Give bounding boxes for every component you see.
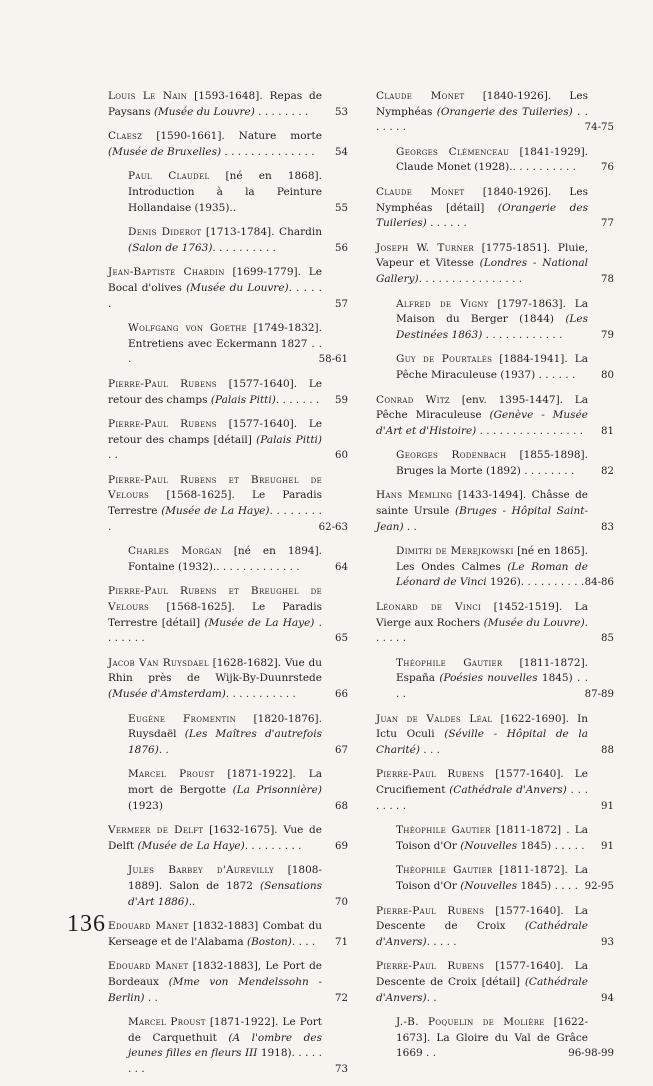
index-entry bbox=[128, 767, 348, 814]
entry-title: La Maison du Berger (1844) bbox=[396, 297, 588, 326]
entry-title: Salon de 1872 bbox=[162, 879, 261, 892]
entry-source: (Londres - National Gallery) bbox=[376, 257, 588, 285]
entry-title: Combat du Kerseage et de l'Alabama bbox=[108, 920, 322, 948]
entry-leader: . . . . . . . bbox=[275, 393, 320, 406]
entry-title: Ruysdaël bbox=[128, 728, 185, 741]
entry-page: 93 bbox=[601, 936, 614, 948]
entry-page: 64 bbox=[335, 561, 348, 573]
entry-dates: [1622-1673]. bbox=[396, 1016, 588, 1044]
entry-author: Jacob Van Ruysdael bbox=[108, 656, 209, 669]
entry-text bbox=[396, 352, 588, 383]
entry-author: Conrad Witz bbox=[376, 393, 450, 406]
entry-leader: . . . . . . . . . . . . bbox=[482, 328, 563, 341]
entry-dates: [1775-1851]. bbox=[481, 241, 551, 254]
index-entry bbox=[108, 823, 348, 854]
entry-page: 80 bbox=[601, 369, 614, 381]
entry-title: La Descente de Croix bbox=[376, 904, 588, 933]
index-entry bbox=[396, 544, 614, 591]
index-entry bbox=[376, 600, 614, 647]
entry-title: Pluie, Vapeur et Vitesse bbox=[376, 241, 588, 270]
entry-source: (Nouvelles bbox=[460, 879, 518, 892]
index-entry bbox=[108, 377, 348, 408]
entry-dates: [1577-1640]. bbox=[495, 768, 564, 781]
entry-title: La Descente de Croix [détail] bbox=[376, 960, 588, 988]
entry-source: (Cathédrale d'Anvers) bbox=[449, 783, 567, 796]
entry-page: 66 bbox=[335, 689, 348, 700]
entry-leader: (1923) bbox=[128, 799, 163, 812]
entry-leader: 1845) . . . . bbox=[517, 879, 578, 892]
entry-page: 79 bbox=[601, 329, 614, 341]
entry-dates: [né en 1868]. bbox=[225, 170, 322, 183]
entry-page: 53 bbox=[335, 106, 348, 118]
entry-dates: [1871-1922]. bbox=[209, 1016, 279, 1029]
entry-dates: [1832-1883] bbox=[193, 920, 259, 933]
entry-dates: [1452-1519]. bbox=[493, 601, 563, 614]
entry-source: (Musée de La Haye) bbox=[161, 505, 270, 518]
entry-page: 58-61 bbox=[318, 354, 348, 366]
entry-author: Dimitri de Merejkowski bbox=[396, 545, 514, 558]
entry-title: Les Nymphéas [détail] bbox=[376, 185, 588, 214]
entry-text bbox=[376, 904, 588, 951]
entry-page: 67 bbox=[335, 744, 348, 756]
entry-text bbox=[396, 863, 588, 894]
entry-leader: . . . . . . . . . . bbox=[212, 241, 276, 254]
entry-page: 82 bbox=[601, 465, 614, 477]
index-entry bbox=[396, 448, 614, 479]
entry-author: Pierre-Paul Rubens et Breughel de Velours bbox=[108, 585, 322, 614]
entry-text bbox=[108, 377, 322, 408]
entry-title: Le Crucifiement bbox=[376, 768, 588, 796]
entry-source: (Palais Pitti) bbox=[256, 433, 322, 446]
entry-leader: 1926). . . . . . . . . . bbox=[486, 576, 585, 589]
entry-source: (Orangerie des Tuileries) bbox=[376, 201, 589, 230]
entry-source: (Cathédrale d'Anvers) bbox=[376, 975, 588, 1004]
entry-leader: 1845) . . . . bbox=[396, 672, 588, 700]
entry-source: (Musée du Louvre) bbox=[483, 616, 585, 629]
entry-text bbox=[108, 417, 322, 464]
index-entry bbox=[376, 185, 614, 232]
index-entry bbox=[376, 712, 614, 759]
entry-text bbox=[128, 767, 322, 814]
entry-title: Entretiens avec Eckermann 1827 . . . bbox=[128, 337, 322, 366]
entry-text bbox=[396, 544, 588, 591]
index-entry bbox=[108, 89, 348, 120]
entry-author: Léonard de Vinci bbox=[376, 601, 482, 614]
entry-author: Edouard Manet bbox=[108, 920, 189, 933]
entry-title: La Toison d'Or bbox=[396, 824, 589, 852]
index-entry bbox=[376, 393, 614, 440]
entry-text bbox=[396, 656, 588, 703]
entry-text bbox=[128, 544, 322, 575]
entry-page: 60 bbox=[335, 450, 348, 462]
entry-page: 54 bbox=[335, 146, 348, 158]
entry-dates: [1699-1779]. bbox=[232, 266, 301, 279]
entry-dates: [1713-1784]. bbox=[205, 226, 275, 239]
entry-page: 88 bbox=[601, 744, 614, 756]
entry-text bbox=[376, 488, 588, 535]
entry-page: 92-95 bbox=[584, 880, 614, 892]
entry-text bbox=[108, 656, 322, 703]
entry-dates: [1632-1675]. bbox=[209, 824, 278, 837]
entry-title: La Toison d'Or bbox=[396, 864, 588, 892]
entry-title: Vue de Delft bbox=[108, 824, 322, 852]
entry-title: Châsse de sainte Ursule bbox=[376, 489, 589, 518]
entry-text bbox=[108, 823, 322, 854]
entry-title: Chardin bbox=[274, 226, 322, 239]
entry-page: 94 bbox=[601, 992, 614, 1004]
entry-leader: . . . . . . . . bbox=[376, 783, 589, 812]
entry-leader: . . . . . . . bbox=[108, 616, 322, 645]
index-column-right bbox=[376, 89, 614, 1071]
entry-dates: [né en 1865]. bbox=[517, 545, 588, 558]
entry-dates: [1884-1941]. bbox=[499, 353, 568, 366]
entry-page: 69 bbox=[335, 840, 348, 852]
entry-dates: [1593-1648]. bbox=[194, 90, 263, 102]
entry-source: (Les Destinées 1863) bbox=[396, 313, 588, 341]
entry-dates: [1577-1640]. bbox=[495, 904, 564, 917]
entry-page: 91 bbox=[601, 840, 614, 852]
entry-source: (Sensations d'Art 1886) bbox=[128, 879, 322, 908]
entry-text bbox=[376, 185, 588, 232]
entry-page: 68 bbox=[335, 800, 348, 812]
entry-leader: . . . . . . bbox=[376, 616, 589, 645]
entry-title: Nature morte bbox=[224, 130, 322, 143]
entry-title: Le Port de Bordeaux bbox=[108, 960, 323, 988]
index-entry bbox=[128, 1015, 348, 1077]
entry-leader: . . bbox=[108, 449, 119, 462]
entry-author: Guy de Pourtalès bbox=[396, 353, 493, 366]
index-entry bbox=[396, 656, 614, 703]
entry-title: Repas de Paysans bbox=[108, 90, 322, 118]
entry-dates: [1811-1872] . bbox=[495, 824, 570, 837]
entry-title: Le Port de Carquethuit bbox=[128, 1016, 322, 1044]
entry-leader: . . . . . . . . . . . bbox=[225, 688, 296, 700]
entry-dates: [1433-1494]. bbox=[457, 489, 527, 502]
entry-page: 55 bbox=[335, 202, 348, 214]
entry-text bbox=[108, 919, 322, 950]
entry-page: 76 bbox=[601, 162, 614, 174]
entry-dates: [1811-1872]. bbox=[499, 864, 568, 877]
entry-title: Bruges la Morte (1892) . . . . . . . . bbox=[396, 464, 575, 477]
entry-author: Paul Claudel bbox=[128, 170, 210, 183]
entry-text bbox=[396, 297, 588, 344]
entry-author: Marcel Proust bbox=[128, 1016, 206, 1029]
index-entry bbox=[108, 129, 348, 160]
index-entry bbox=[108, 473, 348, 535]
entry-page: 71 bbox=[335, 936, 348, 948]
entry-author: Edouard Manet bbox=[108, 960, 189, 973]
entry-leader: . . . . . . . . . . . . . . . . bbox=[418, 272, 523, 285]
index-entry bbox=[108, 584, 348, 646]
index-entry bbox=[108, 919, 348, 950]
entry-dates: [1840-1926]. bbox=[482, 185, 552, 198]
entry-leader: . . . . . . . . . . . . . . . . bbox=[476, 424, 584, 437]
entry-title: Le retour des champs bbox=[108, 377, 323, 406]
entry-author: Théophile Gautier bbox=[396, 864, 493, 877]
entry-leader: . . . . . . bbox=[426, 217, 467, 230]
entry-text bbox=[396, 1015, 588, 1062]
entry-author: Jean-Baptiste Chardin bbox=[108, 266, 225, 279]
entry-leader: .. bbox=[188, 895, 196, 908]
entry-leader: . . bbox=[426, 991, 437, 1004]
entry-author: Claude Monet bbox=[376, 185, 465, 198]
entry-author: Pierre-Paul Rubens bbox=[376, 960, 485, 973]
entry-title: Le retour des champs [détail] bbox=[108, 418, 323, 446]
entry-page: 73 bbox=[335, 1063, 348, 1075]
entry-source: (Musée d'Amsterdam) bbox=[108, 688, 226, 700]
entry-author: Pierre-Paul Rubens bbox=[376, 768, 485, 781]
entry-text bbox=[376, 600, 588, 647]
entry-page: 77 bbox=[601, 218, 614, 230]
entry-author: Claesz bbox=[108, 130, 143, 143]
entry-source: (Nouvelles bbox=[460, 839, 518, 852]
entry-page: 78 bbox=[601, 273, 614, 285]
entry-dates: [né en 1894]. bbox=[233, 545, 322, 558]
entry-leader: . . . . . . . . . bbox=[108, 505, 322, 533]
entry-dates: [1811-1872]. bbox=[519, 656, 589, 669]
entry-leader: . . . . bbox=[291, 935, 316, 948]
index-entry bbox=[128, 712, 348, 759]
entry-text bbox=[108, 959, 322, 1006]
entry-author: Théophile Gautier bbox=[396, 824, 491, 837]
entry-author: Joseph W. Turner bbox=[376, 241, 474, 254]
entry-author: Marcel Proust bbox=[128, 768, 215, 781]
entry-author: Georges Clémenceau bbox=[396, 145, 510, 158]
entry-title: La Gloire du Val de Grâce 1669 . . bbox=[396, 1031, 588, 1060]
entry-source: (Musée de La Haye) bbox=[137, 839, 245, 852]
entry-dates: [1749-1832]. bbox=[253, 322, 322, 335]
index-entry bbox=[128, 321, 348, 368]
entry-leader: 1918). . . . . . . . bbox=[128, 1047, 323, 1075]
index-entry bbox=[128, 544, 348, 575]
entry-text bbox=[128, 321, 322, 368]
entry-page: 65 bbox=[335, 633, 348, 645]
entry-author: Georges Rodenbach bbox=[396, 449, 507, 462]
entry-title: La Pêche Miraculeuse bbox=[376, 393, 588, 422]
entry-author: Juan de Valdes Léal bbox=[376, 712, 493, 725]
entry-leader: . . bbox=[158, 743, 169, 756]
entry-dates: [1841-1929]. bbox=[519, 145, 589, 158]
entry-text bbox=[376, 712, 588, 759]
entry-title: Le Paradis Terrestre bbox=[108, 489, 322, 518]
index-entry bbox=[396, 823, 614, 854]
entry-author: J.-B. Poquelin de Molière bbox=[396, 1016, 545, 1029]
index-entry bbox=[376, 904, 614, 951]
entry-page: 81 bbox=[601, 425, 614, 437]
entry-dates: [1820-1876]. bbox=[253, 712, 322, 725]
entry-dates: [1590-1661]. bbox=[156, 130, 225, 143]
index-entry bbox=[376, 241, 614, 288]
entry-leader: . . . . . . bbox=[108, 281, 322, 310]
entry-text bbox=[108, 129, 322, 160]
entry-dates: [1797-1863]. bbox=[497, 297, 566, 310]
entry-text bbox=[108, 89, 322, 120]
entry-text bbox=[128, 225, 322, 256]
entry-text bbox=[108, 265, 322, 312]
entry-text bbox=[128, 863, 322, 910]
entry-title: Claude Monet (1928).. . . . . . . . . . bbox=[396, 161, 576, 174]
page-number: 136 bbox=[67, 911, 106, 937]
entry-source: (Orangerie des Tuileries) bbox=[436, 105, 573, 118]
index-entry bbox=[108, 417, 348, 464]
entry-leader: . . . . . bbox=[426, 935, 457, 948]
entry-author: Hans Memling bbox=[376, 489, 453, 502]
entry-dates: [1577-1640]. bbox=[228, 377, 298, 390]
entry-text bbox=[376, 767, 588, 814]
entry-source: (Cathédrale d'Anvers) bbox=[376, 920, 588, 948]
index-column-left bbox=[108, 89, 348, 1086]
entry-author: Pierre-Paul Rubens bbox=[108, 377, 217, 390]
entry-leader: 1845) . . . . . bbox=[517, 839, 585, 852]
entry-source: (Poésies nouvelles bbox=[439, 672, 538, 685]
entry-dates: [1840-1926]. bbox=[482, 90, 552, 102]
entry-source: (Salon de 1763) bbox=[128, 241, 213, 254]
entry-dates: [env. 1395-1447]. bbox=[461, 393, 564, 406]
index-entry bbox=[128, 169, 348, 216]
entry-leader: . . . . . . . bbox=[376, 105, 589, 134]
entry-text bbox=[376, 393, 588, 440]
entry-dates: [1577-1640]. bbox=[495, 960, 564, 973]
entry-author: Louis Le Nain bbox=[108, 90, 188, 102]
index-entry bbox=[376, 488, 614, 535]
entry-author: Pierre-Paul Rubens bbox=[108, 418, 217, 431]
entry-source: (Boston) bbox=[246, 935, 292, 948]
entry-text bbox=[376, 959, 588, 1006]
entry-text bbox=[108, 473, 322, 535]
entry-text bbox=[376, 89, 588, 136]
entry-text bbox=[396, 145, 588, 176]
entry-source: (Musée du Louvre) bbox=[186, 281, 289, 294]
entry-source: (Les Maîtres d'autrefois 1876) bbox=[128, 728, 322, 756]
entry-source: (Le Roman de Léonard de Vinci bbox=[396, 560, 588, 589]
entry-dates: [1855-1898]. bbox=[519, 449, 588, 462]
entry-dates: [1832-1883], bbox=[192, 960, 262, 973]
entry-page: 62-63 bbox=[318, 521, 348, 533]
entry-page: 74-75 bbox=[584, 122, 614, 134]
entry-page: 59 bbox=[335, 394, 348, 406]
entry-author: Jules Barbey d'Aurevilly bbox=[128, 864, 274, 877]
entry-dates: [1568-1625]. bbox=[166, 601, 235, 614]
entry-page: 57 bbox=[335, 298, 348, 310]
entry-author: Wolfgang von Goethe bbox=[128, 322, 247, 335]
entry-author: Alfred de Vigny bbox=[396, 297, 489, 310]
entry-title: Introduction à la Peinture Hollandaise (1935).. bbox=[128, 185, 322, 214]
entry-source: (Palais Pitti) bbox=[210, 393, 276, 406]
index-entry bbox=[396, 1015, 614, 1062]
entry-title: La mort de Bergotte bbox=[128, 768, 323, 796]
entry-author: Théophile Gautier bbox=[396, 656, 503, 669]
index-entry bbox=[108, 656, 348, 703]
entry-page: 91 bbox=[601, 800, 614, 812]
index-entry bbox=[376, 89, 614, 136]
entry-author: Charles Morgan bbox=[128, 545, 222, 558]
entry-text bbox=[128, 712, 322, 759]
entry-author: Eugène Fromentin bbox=[128, 712, 237, 725]
entry-title: Les Nymphéas bbox=[376, 90, 588, 118]
index-entry bbox=[396, 297, 614, 344]
index-entry bbox=[396, 863, 614, 894]
entry-leader: . . bbox=[403, 520, 417, 533]
entry-author: Claude Monet bbox=[376, 90, 465, 102]
entry-author: Pierre-Paul Rubens bbox=[376, 904, 485, 917]
entry-source: (Musée de La Haye) bbox=[204, 616, 315, 629]
entry-page: 87-89 bbox=[584, 689, 614, 700]
entry-title: Les Ondes Calmes bbox=[396, 560, 508, 573]
entry-title: La Pêche Miraculeuse (1937) . . . . . . bbox=[396, 353, 588, 381]
entry-text bbox=[396, 823, 588, 854]
entry-leader: . . bbox=[144, 991, 158, 1004]
entry-page: 96-98-99 bbox=[568, 1048, 614, 1060]
entry-source: (A l'ombre des jeunes filles en fleurs III bbox=[128, 1031, 322, 1060]
entry-text bbox=[108, 584, 322, 646]
entry-text bbox=[396, 448, 588, 479]
entry-author: Denis Diderot bbox=[128, 226, 202, 239]
entry-title: La Vierge aux Rochers bbox=[376, 601, 588, 629]
entry-text bbox=[376, 241, 588, 288]
entry-author: Vermeer de Delft bbox=[108, 824, 204, 837]
entry-author: Pierre-Paul Rubens et Breughel de Velours bbox=[108, 473, 322, 502]
entry-page: 70 bbox=[335, 896, 348, 908]
entry-page: 83 bbox=[601, 521, 614, 533]
entry-title: España bbox=[396, 672, 440, 685]
entry-title: Vue du Rhin près de Wijk-By-Duunrstede bbox=[108, 656, 323, 685]
entry-title: Fontaine (1932).. . . . . . . . . . . . . bbox=[128, 560, 300, 573]
entry-dates: [1577-1640]. bbox=[228, 418, 298, 431]
entry-title: Le Paradis Terrestre [détail] bbox=[108, 601, 322, 629]
entry-source: (Musée de Bruxelles) bbox=[108, 145, 222, 158]
entry-page: 85 bbox=[601, 633, 614, 645]
entry-source: (Mme von Mendelssohn - Berlin) bbox=[108, 975, 322, 1004]
index-entry bbox=[128, 863, 348, 910]
entry-source: (Musée du Louvre) bbox=[153, 105, 255, 118]
entry-source: (Bruges - Hôpital Saint-Jean) bbox=[376, 505, 588, 533]
entry-leader: . . . . . . . . . . . . . . bbox=[221, 145, 315, 158]
entry-source: (Genève - Musée d'Art et d'Histoire) bbox=[376, 409, 588, 437]
entry-source: (Séville - Hôpital de la Charité) bbox=[376, 728, 588, 756]
index-entry bbox=[376, 959, 614, 1006]
entry-dates: [1568-1625]. bbox=[166, 489, 235, 502]
entry-leader: . . . bbox=[419, 743, 440, 756]
index-entry bbox=[396, 145, 614, 176]
index-entry bbox=[376, 767, 614, 814]
entry-dates: [1622-1690]. bbox=[500, 712, 569, 725]
index-entry bbox=[108, 959, 348, 1006]
entry-text bbox=[128, 169, 322, 216]
entry-dates: [1808-1889]. bbox=[128, 864, 322, 892]
entry-dates: [1871-1922]. bbox=[227, 768, 296, 781]
index-entry bbox=[108, 265, 348, 312]
index-entry bbox=[396, 352, 614, 383]
entry-text bbox=[128, 1015, 322, 1077]
entry-page: 56 bbox=[335, 242, 348, 254]
entry-page: 84-86 bbox=[584, 577, 614, 589]
entry-title: In Ictu Oculi bbox=[376, 712, 588, 741]
entry-title: Le Bocal d'olives bbox=[108, 266, 322, 294]
index-entry bbox=[128, 225, 348, 256]
entry-leader: . . . . . . . . bbox=[254, 105, 309, 118]
entry-page: 72 bbox=[335, 992, 348, 1004]
entry-dates: [1628-1682]. bbox=[212, 656, 282, 669]
entry-leader: . . . . . . . . . bbox=[244, 839, 302, 852]
entry-source: (La Prisonnière) bbox=[232, 783, 322, 796]
